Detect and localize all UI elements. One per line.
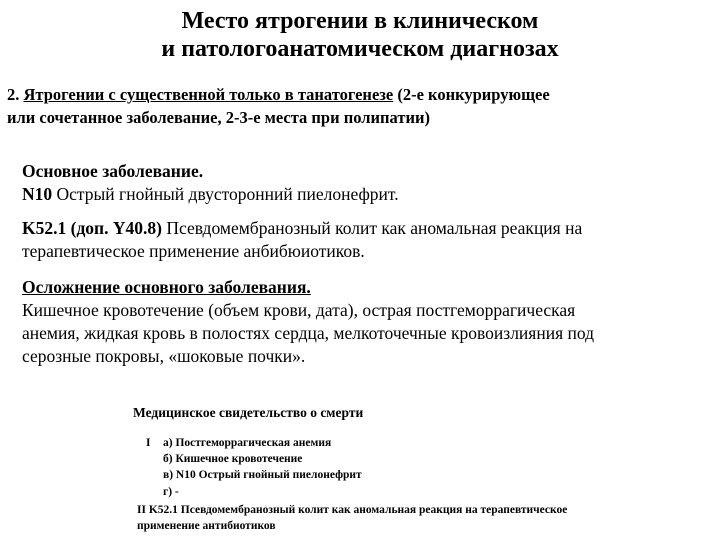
certificate-item-a-text: а) Постгеморрагическая анемия: [163, 437, 332, 449]
complication-line-3: серозные покровы, «шоковые почки».: [22, 346, 306, 366]
main-disease-block: [22, 160, 702, 206]
diagnosis-text-n10: Острый гнойный двусторонний пиелонефрит.: [56, 184, 399, 204]
complication-line-1: Кишечное кровотечение (объем крови, дата), острая постгеморрагическая: [22, 300, 576, 320]
diagnosis-text-k52-line2: терапевтическое применение анбибюиотиков.: [22, 241, 365, 261]
certificate-item-a: [146, 436, 331, 451]
slide-title: [0, 7, 720, 63]
certificate-item-c: в) N10 Острый гнойный пиелонефрит: [163, 469, 362, 481]
subtitle-line-2: или сочетанное заболевание, 2-3-е места при полипатии): [7, 108, 430, 127]
main-disease-heading: Основное заболевание.: [22, 161, 204, 181]
title-line-1: Место ятрогении в клиническом: [181, 8, 539, 34]
subtitle-underlined: Ятрогении с существенной только в танатогенезе: [23, 85, 394, 104]
certificate-title: Медицинское свидетельство о смерти: [133, 405, 364, 420]
certificate-section-2-line-1: II K52.1 Псевдомембранозный колит как аномальная реакция на терапевтическое: [137, 504, 568, 516]
subtitle-line1-rest: (2-е конкурирующее: [397, 85, 550, 104]
complication-block: [22, 276, 702, 368]
subtitle-number: 2.: [7, 85, 20, 104]
diagnosis-text-k52-line1: Псевдомембранозный колит как аномальная реакция на: [166, 218, 583, 238]
diagnosis-code-k52: K52.1 (доп. Y40.8): [22, 218, 162, 238]
iatrogenic-disease-block: [22, 217, 702, 263]
section-subtitle: [7, 83, 715, 129]
complication-heading: Осложнение основного заболевания.: [22, 277, 311, 297]
title-line-2: и патологоанатомическом диагнозах: [161, 36, 559, 62]
complication-line-2: анемия, жидкая кровь в полостях сердца, мелкоточечные кровоизлияния под: [22, 323, 595, 343]
certificate-section-1-label: I: [146, 437, 151, 449]
certificate-item-d: г) -: [163, 486, 179, 498]
certificate-section-2-line-2: применение антибиотиков: [137, 520, 276, 532]
diagnosis-code-n10: N10: [22, 184, 53, 204]
certificate-item-b: б) Кишечное кровотечение: [163, 453, 303, 465]
